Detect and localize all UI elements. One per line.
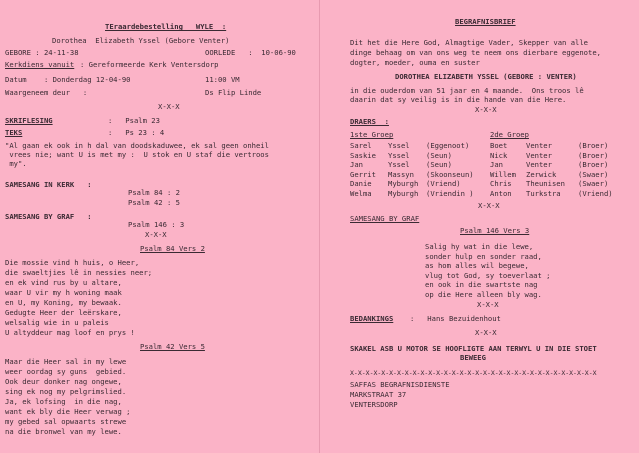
- notice-line: BEWEEG: [460, 353, 486, 362]
- verse-line: sing ek nog my pelgrimslied.: [5, 387, 127, 396]
- service-label: Kerkdiens vanuit: [5, 60, 75, 69]
- pallbearer-first-name: Chris: [490, 179, 512, 188]
- pallbearer-relation: (Vriend): [426, 179, 461, 188]
- funeral-home-line: VENTERSDORP: [350, 400, 398, 409]
- funeral-home-line: MARKSTRAAT 37: [350, 390, 407, 399]
- verse-line: sonder hulp en sonder raad,: [425, 251, 542, 261]
- pallbearer-first-name: Gerrit: [350, 169, 376, 179]
- separator: X-X-X: [158, 102, 180, 111]
- verse-line: die swaeltjies lê in nessies neer;: [5, 268, 153, 277]
- born-line: GEBORE : 24-11-38: [5, 48, 79, 57]
- text-quote-line: my".: [5, 159, 27, 168]
- grave-hymn-label: SAMESANG BY GRAF :: [5, 212, 92, 221]
- pallbearer-surname: Massyn: [388, 169, 414, 179]
- intro-line: dinge behaag om van ons weg te neem ons dierbare eggenote,: [350, 48, 601, 57]
- age-line: in die ouderdom van 51 jaar en 4 maande. Ons troos lê: [350, 86, 584, 95]
- separator: X-X-X: [145, 230, 167, 239]
- pallbearer-first-name: Sarel: [350, 141, 372, 150]
- verse-line: Ja, ek lofsing in die nag,: [5, 397, 122, 406]
- verse-line: U altyddeur mag loof en prys !: [5, 328, 135, 337]
- thanks-value: : Hans Bezuidenhout: [410, 314, 501, 323]
- pallbearer-relation: (Skoonseun): [426, 169, 474, 179]
- psalm42-title: Psalm 42 Vers 5: [140, 342, 205, 351]
- separator: X-X-X: [475, 328, 497, 337]
- pallbearer-first-name: Nick: [490, 150, 508, 160]
- pallbearer-relation: (Swaer): [578, 169, 609, 179]
- group2-label: 2de Groep: [490, 130, 529, 139]
- pallbearer-first-name: Welma: [350, 188, 372, 198]
- fold-line: [319, 0, 320, 453]
- long-separator: X-X-X-X-X-X-X-X-X-X-X-X-X-X-X-X-X-X-X-X-X-X-X-X-X-X-X-X-X-X-X-X: [350, 369, 597, 377]
- text-value: : Ps 23 : 4: [108, 128, 165, 137]
- funeral-home-line: SAFFAS BEGRAFNISDIENSTE: [350, 380, 450, 389]
- burial-heading: TEraardebestelling WYLE :: [105, 22, 227, 31]
- pallbearer-surname: Myburgh: [388, 188, 419, 198]
- pallbearer-surname: Zerwick: [526, 169, 557, 179]
- verse-line: welsalig wie in u paleis: [5, 318, 109, 327]
- date-line: Datum : Donderdag 12-04-90: [5, 75, 131, 84]
- pallbearer-first-name: Saskie: [350, 150, 376, 160]
- text-quote-line: "Al gaan ek ook in h dal van doodskaduwee, ek sal geen onheil: [5, 141, 269, 150]
- psalm84-title: Psalm 84 Vers 2: [140, 244, 205, 253]
- pallbearer-relation: (Broer): [578, 160, 609, 169]
- church-hymn: Psalm 42 : 5: [128, 198, 180, 207]
- intro-line: dogter, moeder, ouma en suster: [350, 58, 480, 67]
- thanks-label: BEDANKINGS: [350, 314, 394, 323]
- service-value: : Gereformeerde Kerk Ventersdorp: [80, 60, 219, 69]
- scripture-label: SKRIFLESING: [5, 116, 53, 125]
- notice-line: SKAKEL ASB U MOTOR SE HOOFLIGTE AAN TERWYL U IN DIE STOET: [350, 344, 597, 353]
- psalm146-title: Psalm 146 Vers 3: [460, 226, 530, 235]
- verse-line: weer oordag sy guns gebied.: [5, 367, 127, 376]
- group1-label: 1ste Groep: [350, 130, 394, 139]
- separator: X-X-X: [478, 201, 500, 210]
- died-line: OORLEDE : 10-06-90: [205, 48, 296, 57]
- grave-hymn-label: SAMESANG BY GRAF: [350, 214, 420, 223]
- funeral-letter-heading: BEGRAFNISBRIEF: [455, 17, 516, 26]
- pallbearer-relation: (Vriendin ): [426, 188, 474, 198]
- pallbearer-first-name: Jan: [350, 160, 363, 169]
- pallbearer-surname: Yssel: [388, 150, 410, 160]
- deceased-full-name: DOROTHEA ELIZABETH YSSEL (GEBORE : VENTER): [395, 72, 577, 81]
- pallbearer-relation: (Vriend): [578, 188, 613, 198]
- pallbearer-surname: Theunisen: [526, 179, 565, 188]
- verse-line: en ook in die swartste nag: [425, 280, 538, 289]
- pallbearer-first-name: Anton: [490, 188, 512, 198]
- pallbearer-relation: (Seun): [426, 150, 452, 160]
- verse-line: Ook deur donker nag ongewe,: [5, 377, 122, 386]
- pallbearer-surname: Venter: [526, 150, 552, 160]
- verse-line: waar U vir my h woning maak: [5, 288, 122, 297]
- deceased-name-line: Dorothea Elizabeth Yssel (Gebore Venter): [52, 36, 230, 45]
- scripture-value: : Psalm 23: [108, 116, 160, 125]
- pallbearer-surname: Venter: [526, 141, 552, 150]
- pallbearers-label: DRAERS :: [350, 117, 389, 126]
- verse-line: vlug tot God, sy toeverlaat ;: [425, 270, 551, 280]
- pallbearer-surname: Yssel: [388, 141, 410, 150]
- verse-line: Salig hy wat in die lewe,: [425, 242, 534, 251]
- intro-line: Dit het die Here God, Almagtige Vader, Skepper van alle: [350, 38, 588, 47]
- verse-line: na die bronwel van my lewe.: [5, 427, 122, 436]
- pallbearer-first-name: Willem: [490, 169, 516, 179]
- verse-line: en U, my Koning, my bewaak.: [5, 298, 122, 307]
- verse-line: en ek vind rus by u altare,: [5, 278, 122, 287]
- pallbearer-surname: Venter: [526, 160, 552, 169]
- church-hymn: Psalm 84 : 2: [128, 188, 180, 197]
- pallbearer-relation: (Broer): [578, 141, 609, 150]
- verse-line: want ek bly die Heer verwag ;: [5, 407, 131, 416]
- verse-line: Die mossie vind h huis, o Heer,: [5, 258, 140, 267]
- officiant-name: Ds Flip Linde: [205, 88, 262, 97]
- pallbearer-surname: Turkstra: [526, 188, 561, 198]
- pallbearer-relation: (Seun): [426, 160, 452, 169]
- verse-line: as hom alles wil begewe,: [425, 261, 529, 270]
- pallbearer-surname: Yssel: [388, 160, 410, 169]
- service-time: 11:00 VM: [205, 75, 240, 84]
- pallbearer-first-name: Boet: [490, 141, 508, 150]
- verse-line: Maar die Heer sal in my lewe: [5, 357, 127, 366]
- pallbearer-relation: (Swaer): [578, 179, 609, 188]
- pallbearer-relation: (Eggenoot): [426, 141, 470, 150]
- pallbearer-first-name: Jan: [490, 160, 503, 169]
- verse-line: Gedugte Heer der leërskare,: [5, 308, 122, 317]
- separator: X-X-X: [475, 105, 497, 114]
- verse-line: op die Here alleen bly wag.: [425, 289, 542, 299]
- text-label: TEKS: [5, 128, 23, 137]
- separator: X-X-X: [477, 300, 499, 309]
- officiant-label: Waargeneem deur :: [5, 88, 88, 97]
- text-quote-line: vrees nie; want U is met my : U stok en U staf die vertroos: [5, 150, 269, 159]
- verse-line: my gebed sal opwaarts strewe: [5, 417, 127, 426]
- age-line: daarin dat sy veilig is in die hande van die Here.: [350, 95, 567, 104]
- pallbearer-surname: Myburgh: [388, 179, 419, 188]
- pallbearer-relation: (Broer): [578, 150, 609, 160]
- pallbearer-first-name: Danie: [350, 179, 372, 188]
- church-hymns-label: SAMESANG IN KERK :: [5, 180, 92, 189]
- grave-hymn: Psalm 146 : 3: [128, 220, 185, 229]
